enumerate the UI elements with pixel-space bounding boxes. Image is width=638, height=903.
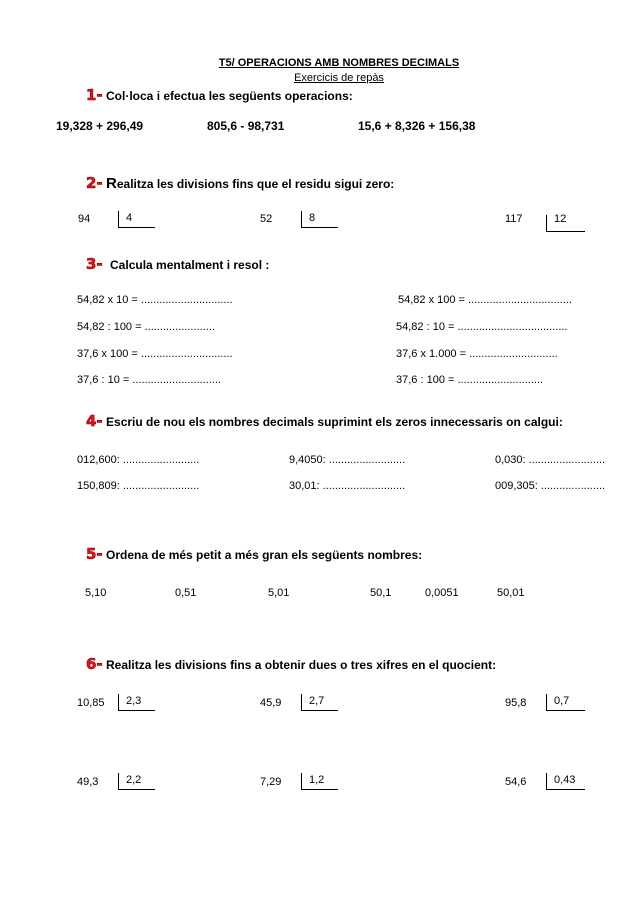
ex4-row1-1: 012,600: ......................... [77,454,200,466]
exercise-2-text: ealitza les divisions fins que el residu sigui zero: [116,177,395,191]
exercise-4-number: 4- [86,412,103,430]
ex6-row1-dividend-1: 10,85 [77,697,105,709]
ex3-left-1: 54,82 x 10 = .............................. [77,294,233,306]
ex6-row2-divisor-1: 2,2 [126,774,142,786]
ex6-row1-dividend-2: 45,9 [260,697,282,709]
exercise-5-text: Ordena de més petit a més gran els següents nombres: [106,548,423,562]
ex6-row1-dividend-3: 95,8 [505,697,527,709]
ex3-left-2: 54,82 : 100 = ....................... [77,321,215,333]
ex6-row1-bracket-1 [118,694,155,711]
ex2-division-bracket-3 [546,215,585,232]
exercise-2-heading [86,174,394,192]
ex5-number-6: 50,01 [497,587,525,599]
exercise-3-text: Calcula mentalment i resol : [110,258,270,272]
ex6-row1-bracket-2 [301,694,338,711]
ex6-row2-dividend-1: 49,3 [77,776,99,788]
ex6-row1-divisor-1: 2,3 [126,695,142,707]
ex3-right-2: 54,82 : 10 = .................................... [396,321,568,333]
ex2-divisor-3: 12 [554,213,567,225]
ex3-right-1: 54,82 x 100 = .................................. [398,294,572,306]
ex6-row2-dividend-2: 7,29 [260,776,282,788]
ex4-row1-3: 0,030: ......................... [495,454,606,466]
ex3-right-4: 37,6 : 100 = ............................ [396,374,544,386]
page-title: T5/ OPERACIONS AMB NOMBRES DECIMALS [218,57,460,69]
ex6-row1-bracket-3 [546,694,585,711]
ex6-row1-divisor-2: 2,7 [309,695,325,707]
exercise-4-text: Escriu de nou els nombres decimals suprimint els zeros innecessaris on calgui: [106,415,563,429]
ex2-dividend-1: 94 [78,213,91,225]
ex3-left-3: 37,6 x 100 = .............................. [77,348,233,360]
ex2-dividend-3: 117 [505,213,523,225]
ex5-number-2: 0,51 [175,587,197,599]
ex6-row2-bracket-3 [546,773,585,790]
ex5-number-4: 50,1 [370,587,392,599]
exercise-3-number: 3- [86,255,103,273]
ex1-operation-1: 19,328 + 296,49 [56,119,144,133]
ex4-row2-2: 30,01: ........................... [289,480,406,492]
ex6-row1-divisor-3: 0,7 [554,695,570,707]
exercise-6-text: Realitza les divisions fins a obtenir dues o tres xifres en el quocient: [106,658,497,672]
ex5-number-5: 0,0051 [425,587,459,599]
ex4-row2-1: 150,809: ......................... [77,480,200,492]
ex5-number-1: 5,10 [85,587,107,599]
ex2-division-bracket-1 [118,211,155,228]
exercise-6-heading [86,655,496,673]
exercise-6-number: 6- [86,655,103,673]
ex1-operation-3: 15,6 + 8,326 + 156,38 [358,119,476,133]
ex1-operation-2: 805,6 - 98,731 [207,119,285,133]
ex6-row2-divisor-3: 0,43 [554,774,576,786]
ex2-divisor-2: 8 [309,212,316,224]
ex2-dividend-2: 52 [260,213,273,225]
ex3-right-3: 37,6 x 1.000 = ............................. [396,348,558,360]
exercise-1-number: 1- [86,86,103,104]
ex4-row1-2: 9,4050: ......................... [289,454,406,466]
exercise-1-text: Col·loca i efectua les següents operacions: [106,89,353,103]
exercise-4-heading [86,412,563,430]
ex6-row2-dividend-3: 54,6 [505,776,527,788]
ex4-row2-3: 009,305: ..................... [495,480,606,492]
exercise-2-number: 2- [86,174,103,192]
exercise-5-heading [86,545,422,563]
ex6-row2-divisor-2: 1,2 [309,774,325,786]
ex2-divisor-1: 4 [126,212,133,224]
ex3-left-4: 37,6 : 10 = ............................. [77,374,221,386]
ex5-number-3: 5,01 [268,587,290,599]
page-subtitle: Exercicis de repàs [294,72,384,84]
ex6-row2-bracket-2 [301,773,338,790]
exercise-3-heading [86,255,269,273]
exercise-2-first-letter: R [106,175,117,192]
ex6-row2-bracket-1 [118,773,155,790]
exercise-1-heading [86,86,353,104]
ex2-division-bracket-2 [301,211,338,228]
exercise-5-number: 5- [86,545,103,563]
